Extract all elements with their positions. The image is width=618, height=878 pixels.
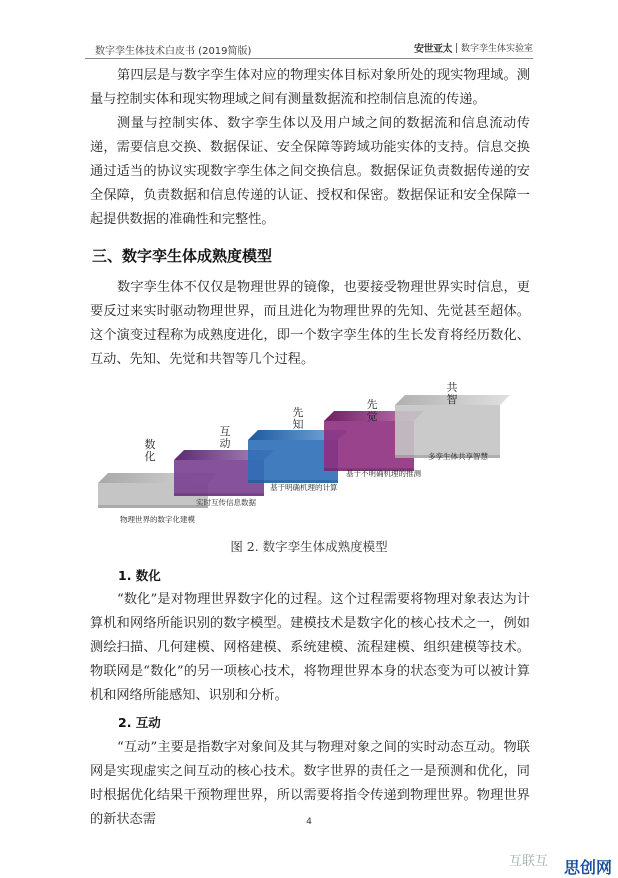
header-logo: 安世亚太	[413, 44, 452, 55]
stage-label-5-line2: 智	[446, 393, 458, 406]
stage-note-1: 物理世界的数字化建模	[120, 515, 195, 524]
stage-label-1-line1: 数	[144, 438, 156, 451]
subsection-heading-digitize: 1. 数化	[118, 568, 161, 583]
header-brand	[414, 40, 533, 55]
stage-label-5-line1: 共	[446, 381, 458, 394]
stage-note-2: 实时互传信息数据	[196, 498, 256, 507]
stair-step-shadow-2	[174, 493, 264, 496]
stage-note-3: 基于明确机理的计算	[270, 483, 338, 492]
footer-brand: 思创网	[563, 858, 612, 877]
stage-note-4: 基于不明确机理的推测	[346, 469, 421, 478]
stage-label-3-line1: 先	[292, 406, 304, 419]
stage-note-5: 多孪生体共享智慧	[428, 452, 488, 461]
header-lab: 数字孪生体实验室	[460, 44, 533, 54]
paragraph-cross-domain: 测量与控制实体、数字孪生体以及用户域之间的数据流和信息流动传递，需要信息交换、数据保证、安全保障等跨域功能实体的支持。信息交换通过适当的协议实现数字孪生体之间交换信息。数据保证负责数据传递的安全保障，负责数据和信息传递的认证、授权和保密。数据保证和安全保障一起提供数据的准确性和完整性。	[90, 116, 530, 227]
figure-caption: 图 2. 数字孪生体成熟度模型	[230, 539, 388, 554]
stage-label-4-line2: 觉	[366, 410, 378, 423]
page-number: 4	[306, 817, 312, 827]
footer-source: 互联互	[508, 854, 548, 869]
paragraph-physical-domain: 第四层是与数字孪生体对应的物理实体目标对象所处的现实物理域。测量与控制实体和现实物理域之间有测量数据流和控制信息流的传递。	[90, 68, 530, 107]
stage-label-4-line1: 先	[366, 398, 378, 411]
stage-label-1-line2: 化	[144, 450, 156, 463]
stage-label-3-line2: 知	[292, 418, 304, 431]
page-header	[85, 42, 533, 59]
maturity-model-figure	[0, 378, 618, 528]
stage-label-2-line2: 动	[219, 437, 231, 450]
subsection-heading-interact: 2. 互动	[118, 715, 161, 730]
stair-step-shadow-1	[98, 505, 208, 508]
section-heading: 三、数字孪生体成熟度模型	[92, 247, 273, 265]
paragraph-digitize: “数化”是对物理世界数字化的过程。这个过程需要将物理对象表达为计算机和网络所能识别的数字模型。建模技术是数字化的核心技术之一，例如测绘扫描、几何建模、网格建模、系统建模、流程建模、组织建模等技术。物联网是“数化”的另一项核心技术，将物理世界本身的状态变为可以被计算机和网络所能感知、识别和分析。	[90, 592, 530, 703]
stair-step-front-5	[395, 405, 500, 458]
paragraph-maturity-intro: 数字孪生体不仅仅是物理世界的镜像，也要接受物理世界实时信息，更要反过来实时驱动物理世界，而且进化为物理世界的先知、先觉甚至超体。这个演变过程称为成熟度进化，即一个数字孪生体的生长发育将经历数化、互动、先知、先觉和共智等几个过程。	[90, 280, 530, 367]
header-title: 数字孪生体技术白皮书 (2019简版)	[95, 46, 252, 57]
paragraph-interact: “互动”主要是指数字对象间及其与物理对象之间的实时动态互动。物联网是实现虚实之间互动的核心技术。数字世界的责任之一是预测和优化，同时根据优化结果干预物理世界，所以需要将指令传递到物理世界。物理世界的新状态需	[90, 740, 530, 827]
header-divider	[456, 43, 457, 53]
stage-label-2-line1: 互	[219, 425, 231, 438]
